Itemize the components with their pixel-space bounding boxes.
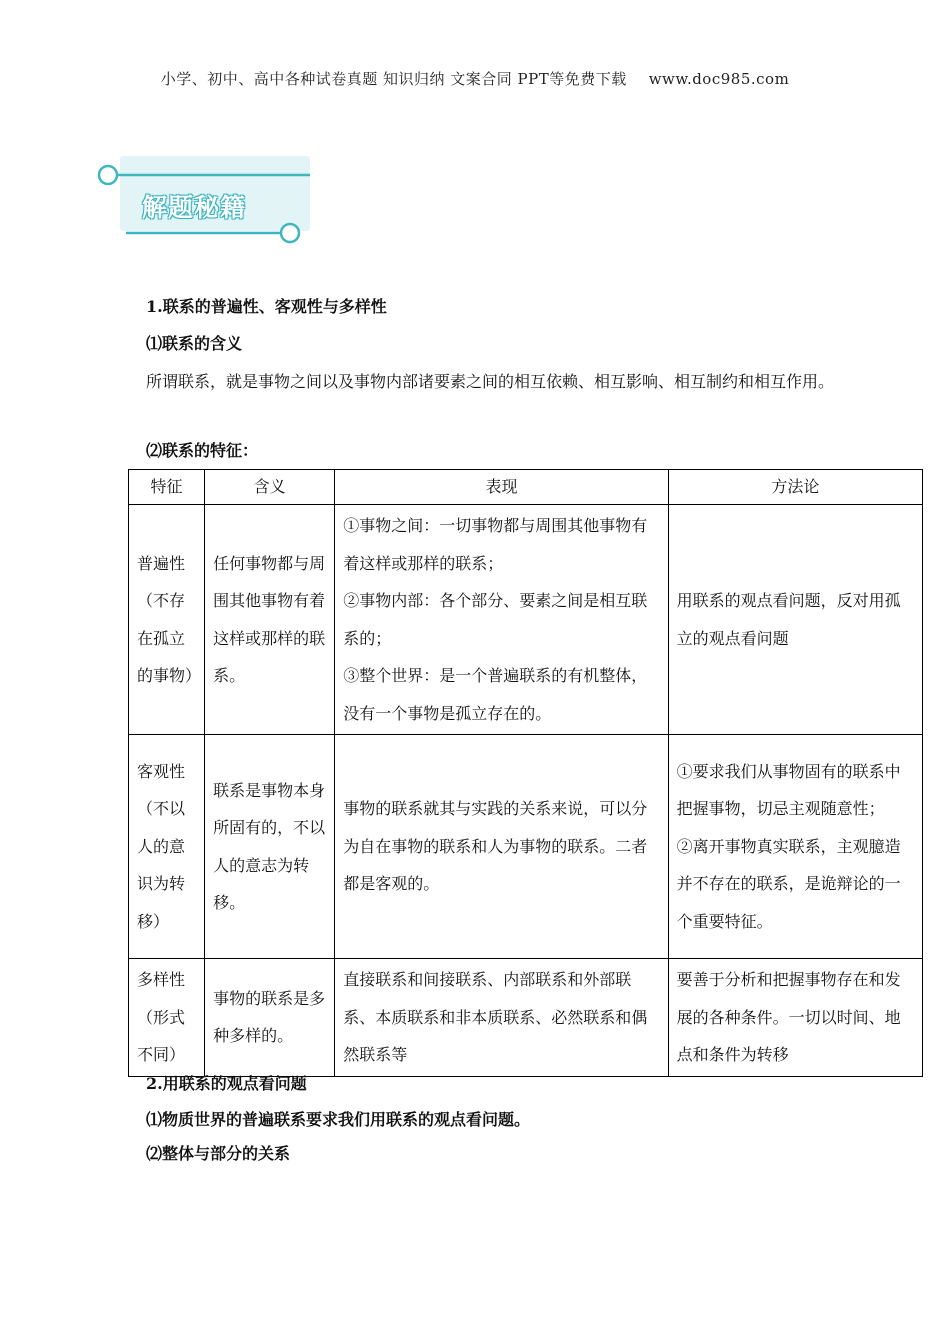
header-feature: 特征 bbox=[129, 470, 205, 505]
manifestation-cell bbox=[335, 505, 668, 735]
manifestation-item: ③整个世界：是一个普遍联系的有机整体，没有一个事物是孤立存在的。 bbox=[343, 666, 648, 723]
methodology-cell bbox=[668, 735, 922, 959]
methodology-item: ①要求我们从事物固有的联系中把握事物，切忌主观随意性； bbox=[676, 761, 901, 819]
methodology-item: 要善于分析和把握事物存在和发展的各种条件。一切以时间、地点和条件为转移 bbox=[676, 970, 901, 1064]
section1-sub1: ⑴联系的含义 bbox=[146, 334, 243, 353]
table-header-row bbox=[129, 470, 923, 505]
feature-cell: 普遍性（不存在孤立的事物） bbox=[129, 505, 205, 735]
manifestation-cell bbox=[335, 735, 668, 959]
header-text: 小学、初中、高中各种试卷真题 知识归纳 文案合同 PPT等免费下载 bbox=[160, 70, 627, 88]
section1-title: 1.联系的普遍性、客观性与多样性 bbox=[146, 297, 387, 316]
manifestation-item: ②事物内部：各个部分、要素之间是相互联系的； bbox=[343, 591, 648, 648]
features-table bbox=[128, 469, 923, 1077]
header-meaning: 含义 bbox=[205, 470, 335, 505]
section1-sub2: ⑵联系的特征： bbox=[146, 441, 259, 460]
methodology-item: ②离开事物真实联系，主观臆造并不存在的联系，是诡辩论的一个重要特征。 bbox=[676, 836, 901, 931]
definition-paragraph: 所谓联系，就是事物之间以及事物内部诸要素之间的相互依赖、相互影响、相互制约和相互作用。 bbox=[146, 372, 835, 391]
header-url[interactable]: www.doc985.com bbox=[648, 70, 790, 88]
methodology-cell bbox=[668, 505, 922, 735]
manifestation-item: ①事物之间：一切事物都与周围其他事物有着这样或那样的联系； bbox=[343, 516, 648, 573]
header-methodology: 方法论 bbox=[668, 470, 922, 505]
table-row bbox=[129, 959, 923, 1077]
feature-cell: 客观性（不以人的意识为转移） bbox=[129, 735, 205, 959]
page-header bbox=[0, 68, 950, 89]
table-row bbox=[129, 735, 923, 959]
meaning-cell: 联系是事物本身所固有的，不以人的意志为转移。 bbox=[205, 735, 335, 959]
manifestation-item: 事物的联系就其与实践的关系来说，可以分为自在事物的联系和人为事物的联系。二者都是客观的。 bbox=[343, 799, 648, 894]
methodology-item: 用联系的观点看问题，反对用孤立的观点看问题 bbox=[676, 591, 901, 648]
table-row bbox=[129, 505, 923, 735]
section2-title: 2.用联系的观点看问题 bbox=[146, 1074, 307, 1093]
section2-sub1: ⑴物质世界的普遍联系要求我们用联系的观点看问题。 bbox=[146, 1110, 531, 1129]
section-banner bbox=[90, 148, 320, 258]
header-manifestation: 表现 bbox=[335, 470, 668, 505]
section2-sub2: ⑵整体与部分的关系 bbox=[146, 1144, 291, 1163]
manifestation-item: 直接联系和间接联系、内部联系和外部联系、本质联系和非本质联系、必然联系和偶然联系等 bbox=[343, 970, 648, 1064]
meaning-cell: 事物的联系是多种多样的。 bbox=[205, 959, 335, 1077]
feature-cell: 多样性（形式不同） bbox=[129, 959, 205, 1077]
methodology-cell bbox=[668, 959, 922, 1077]
banner-title: 解题秘籍 bbox=[142, 193, 247, 222]
manifestation-cell bbox=[335, 959, 668, 1077]
meaning-cell: 任何事物都与周围其他事物有着这样或那样的联系。 bbox=[205, 505, 335, 735]
